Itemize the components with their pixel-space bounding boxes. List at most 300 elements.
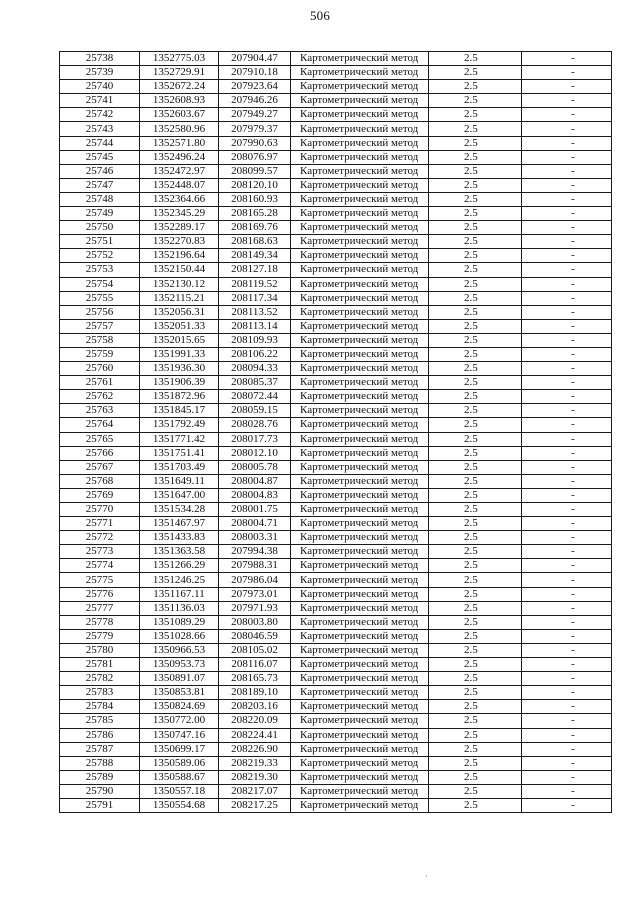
point-number-cell: 25769 [60,488,140,502]
point-number-cell: 25766 [60,446,140,460]
page-number: 506 [309,8,331,23]
y-coordinate-cell: 208226.90 [219,742,291,756]
point-number-cell: 25765 [60,432,140,446]
extra-cell: - [522,291,612,305]
accuracy-cell: 2.5 [429,446,522,460]
method-cell: Картометрический метод [291,503,429,517]
method-cell: Картометрический метод [291,728,429,742]
table-row [60,249,612,263]
table-row [60,192,612,206]
y-coordinate-cell: 207904.47 [219,52,291,66]
table-row [60,446,612,460]
extra-cell: - [522,432,612,446]
point-number-cell: 25764 [60,418,140,432]
point-number-cell: 25778 [60,615,140,629]
extra-cell: - [522,728,612,742]
y-coordinate-cell: 208119.52 [219,277,291,291]
method-cell: Картометрический метод [291,164,429,178]
x-coordinate-cell: 1351363.58 [140,545,219,559]
y-coordinate-cell: 208004.71 [219,517,291,531]
extra-cell: - [522,390,612,404]
y-coordinate-cell: 208149.34 [219,249,291,263]
point-number-cell: 25743 [60,122,140,136]
point-number-cell: 25760 [60,362,140,376]
accuracy-cell: 2.5 [429,418,522,432]
table-row [60,559,612,573]
table-row [60,531,612,545]
coordinates-table [59,51,612,813]
accuracy-cell: 2.5 [429,249,522,263]
accuracy-cell: 2.5 [429,643,522,657]
y-coordinate-cell: 208168.63 [219,235,291,249]
table-row [60,207,612,221]
method-cell: Картометрический метод [291,362,429,376]
x-coordinate-cell: 1352015.65 [140,333,219,347]
point-number-cell: 25768 [60,474,140,488]
y-coordinate-cell: 207946.26 [219,94,291,108]
y-coordinate-cell: 208004.83 [219,488,291,502]
y-coordinate-cell: 208189.10 [219,686,291,700]
table-row [60,150,612,164]
table-row [60,94,612,108]
x-coordinate-cell: 1351649.11 [140,474,219,488]
point-number-cell: 25791 [60,798,140,812]
point-number-cell: 25758 [60,333,140,347]
method-cell: Картометрический метод [291,192,429,206]
y-coordinate-cell: 207949.27 [219,108,291,122]
accuracy-cell: 2.5 [429,108,522,122]
extra-cell: - [522,770,612,784]
x-coordinate-cell: 1350747.16 [140,728,219,742]
y-coordinate-cell: 208113.14 [219,319,291,333]
point-number-cell: 25745 [60,150,140,164]
method-cell: Картометрический метод [291,686,429,700]
table-row [60,545,612,559]
extra-cell: - [522,207,612,221]
method-cell: Картометрический метод [291,94,429,108]
table-row [60,305,612,319]
point-number-cell: 25754 [60,277,140,291]
method-cell: Картометрический метод [291,376,429,390]
extra-cell: - [522,714,612,728]
point-number-cell: 25789 [60,770,140,784]
accuracy-cell: 2.5 [429,235,522,249]
extra-cell: - [522,94,612,108]
method-cell: Картометрический метод [291,66,429,80]
y-coordinate-cell: 207986.04 [219,573,291,587]
accuracy-cell: 2.5 [429,545,522,559]
method-cell: Картометрический метод [291,615,429,629]
table-row [60,333,612,347]
scan-dot-mark: · [425,872,428,881]
extra-cell: - [522,263,612,277]
extra-cell: - [522,488,612,502]
extra-cell: - [522,404,612,418]
accuracy-cell: 2.5 [429,517,522,531]
y-coordinate-cell: 207910.18 [219,66,291,80]
extra-cell: - [522,347,612,361]
y-coordinate-cell: 208219.30 [219,770,291,784]
table-row [60,784,612,798]
x-coordinate-cell: 1350824.69 [140,700,219,714]
table-row [60,108,612,122]
point-number-cell: 25762 [60,390,140,404]
table-row [60,418,612,432]
table-row [60,178,612,192]
method-cell: Картометрический метод [291,559,429,573]
y-coordinate-cell: 207990.63 [219,136,291,150]
point-number-cell: 25790 [60,784,140,798]
method-cell: Картометрический метод [291,52,429,66]
x-coordinate-cell: 1350772.00 [140,714,219,728]
method-cell: Картометрический метод [291,418,429,432]
point-number-cell: 25788 [60,756,140,770]
y-coordinate-cell: 208028.76 [219,418,291,432]
x-coordinate-cell: 1351872.96 [140,390,219,404]
x-coordinate-cell: 1352130.12 [140,277,219,291]
accuracy-cell: 2.5 [429,362,522,376]
method-cell: Картометрический метод [291,629,429,643]
x-coordinate-cell: 1351936.30 [140,362,219,376]
x-coordinate-cell: 1352571.80 [140,136,219,150]
extra-cell: - [522,672,612,686]
accuracy-cell: 2.5 [429,559,522,573]
point-number-cell: 25785 [60,714,140,728]
x-coordinate-cell: 1352270.83 [140,235,219,249]
x-coordinate-cell: 1352775.03 [140,52,219,66]
table-row [60,798,612,812]
accuracy-cell: 2.5 [429,629,522,643]
table-row [60,658,612,672]
x-coordinate-cell: 1350953.73 [140,658,219,672]
y-coordinate-cell: 208094.33 [219,362,291,376]
point-number-cell: 25781 [60,658,140,672]
extra-cell: - [522,277,612,291]
y-coordinate-cell: 208012.10 [219,446,291,460]
accuracy-cell: 2.5 [429,474,522,488]
x-coordinate-cell: 1350891.07 [140,672,219,686]
extra-cell: - [522,164,612,178]
method-cell: Картометрический метод [291,249,429,263]
y-coordinate-cell: 207994.38 [219,545,291,559]
table-row [60,517,612,531]
accuracy-cell: 2.5 [429,615,522,629]
y-coordinate-cell: 208165.73 [219,672,291,686]
method-cell: Картометрический метод [291,517,429,531]
accuracy-cell: 2.5 [429,122,522,136]
y-coordinate-cell: 208217.25 [219,798,291,812]
x-coordinate-cell: 1352580.96 [140,122,219,136]
accuracy-cell: 2.5 [429,756,522,770]
method-cell: Картометрический метод [291,221,429,235]
point-number-cell: 25774 [60,559,140,573]
method-cell: Картометрический метод [291,700,429,714]
point-number-cell: 25779 [60,629,140,643]
extra-cell: - [522,150,612,164]
x-coordinate-cell: 1352115.21 [140,291,219,305]
accuracy-cell: 2.5 [429,700,522,714]
extra-cell: - [522,742,612,756]
accuracy-cell: 2.5 [429,488,522,502]
table-row [60,136,612,150]
point-number-cell: 25780 [60,643,140,657]
accuracy-cell: 2.5 [429,770,522,784]
extra-cell: - [522,643,612,657]
table-row [60,52,612,66]
method-cell: Картометрический метод [291,263,429,277]
method-cell: Картометрический метод [291,714,429,728]
y-coordinate-cell: 208203.16 [219,700,291,714]
x-coordinate-cell: 1351534.28 [140,503,219,517]
extra-cell: - [522,376,612,390]
table-row [60,390,612,404]
method-cell: Картометрический метод [291,643,429,657]
method-cell: Картометрический метод [291,277,429,291]
table-row [60,686,612,700]
point-number-cell: 25744 [60,136,140,150]
extra-cell: - [522,192,612,206]
extra-cell: - [522,319,612,333]
x-coordinate-cell: 1350966.53 [140,643,219,657]
y-coordinate-cell: 208105.02 [219,643,291,657]
y-coordinate-cell: 208003.80 [219,615,291,629]
extra-cell: - [522,221,612,235]
accuracy-cell: 2.5 [429,150,522,164]
x-coordinate-cell: 1351246.25 [140,573,219,587]
y-coordinate-cell: 208120.10 [219,178,291,192]
accuracy-cell: 2.5 [429,573,522,587]
point-number-cell: 25748 [60,192,140,206]
extra-cell: - [522,235,612,249]
x-coordinate-cell: 1352051.33 [140,319,219,333]
extra-cell: - [522,178,612,192]
table-row [60,573,612,587]
point-number-cell: 25773 [60,545,140,559]
method-cell: Картометрический метод [291,601,429,615]
method-cell: Картометрический метод [291,432,429,446]
method-cell: Картометрический метод [291,136,429,150]
table-row [60,432,612,446]
y-coordinate-cell: 208001.75 [219,503,291,517]
y-coordinate-cell: 208046.59 [219,629,291,643]
point-number-cell: 25752 [60,249,140,263]
x-coordinate-cell: 1352603.67 [140,108,219,122]
extra-cell: - [522,601,612,615]
point-number-cell: 25777 [60,601,140,615]
x-coordinate-cell: 1352608.93 [140,94,219,108]
extra-cell: - [522,545,612,559]
y-coordinate-cell: 208076.97 [219,150,291,164]
y-coordinate-cell: 208085.37 [219,376,291,390]
x-coordinate-cell: 1352672.24 [140,80,219,94]
extra-cell: - [522,756,612,770]
extra-cell: - [522,615,612,629]
accuracy-cell: 2.5 [429,207,522,221]
x-coordinate-cell: 1351136.03 [140,601,219,615]
point-number-cell: 25757 [60,319,140,333]
y-coordinate-cell: 208160.93 [219,192,291,206]
accuracy-cell: 2.5 [429,672,522,686]
point-number-cell: 25782 [60,672,140,686]
method-cell: Картометрический метод [291,150,429,164]
x-coordinate-cell: 1352472.97 [140,164,219,178]
y-coordinate-cell: 208116.07 [219,658,291,672]
extra-cell: - [522,658,612,672]
table-row [60,756,612,770]
table-row [60,601,612,615]
y-coordinate-cell: 208003.31 [219,531,291,545]
x-coordinate-cell: 1352150.44 [140,263,219,277]
y-coordinate-cell: 208127.18 [219,263,291,277]
point-number-cell: 25742 [60,108,140,122]
method-cell: Картометрический метод [291,770,429,784]
accuracy-cell: 2.5 [429,503,522,517]
x-coordinate-cell: 1350554.68 [140,798,219,812]
extra-cell: - [522,503,612,517]
accuracy-cell: 2.5 [429,728,522,742]
x-coordinate-cell: 1350853.81 [140,686,219,700]
method-cell: Картометрический метод [291,80,429,94]
table-row [60,164,612,178]
extra-cell: - [522,66,612,80]
x-coordinate-cell: 1352448.07 [140,178,219,192]
extra-cell: - [522,531,612,545]
point-number-cell: 25770 [60,503,140,517]
y-coordinate-cell: 208169.76 [219,221,291,235]
point-number-cell: 25776 [60,587,140,601]
table-row [60,672,612,686]
x-coordinate-cell: 1351703.49 [140,460,219,474]
x-coordinate-cell: 1352196.64 [140,249,219,263]
accuracy-cell: 2.5 [429,291,522,305]
extra-cell: - [522,108,612,122]
accuracy-cell: 2.5 [429,136,522,150]
table-row [60,277,612,291]
accuracy-cell: 2.5 [429,333,522,347]
method-cell: Картометрический метод [291,658,429,672]
table-row [60,263,612,277]
accuracy-cell: 2.5 [429,686,522,700]
x-coordinate-cell: 1352364.66 [140,192,219,206]
accuracy-cell: 2.5 [429,531,522,545]
point-number-cell: 25763 [60,404,140,418]
x-coordinate-cell: 1350589.06 [140,756,219,770]
method-cell: Картометрический метод [291,207,429,221]
accuracy-cell: 2.5 [429,52,522,66]
y-coordinate-cell: 207971.93 [219,601,291,615]
x-coordinate-cell: 1352289.17 [140,221,219,235]
x-coordinate-cell: 1351089.29 [140,615,219,629]
table-row [60,66,612,80]
point-number-cell: 25786 [60,728,140,742]
x-coordinate-cell: 1351167.11 [140,587,219,601]
extra-cell: - [522,52,612,66]
method-cell: Картометрический метод [291,531,429,545]
x-coordinate-cell: 1351991.33 [140,347,219,361]
extra-cell: - [522,460,612,474]
table-row [60,460,612,474]
method-cell: Картометрический метод [291,178,429,192]
extra-cell: - [522,686,612,700]
accuracy-cell: 2.5 [429,94,522,108]
extra-cell: - [522,474,612,488]
extra-cell: - [522,136,612,150]
accuracy-cell: 2.5 [429,601,522,615]
x-coordinate-cell: 1351751.41 [140,446,219,460]
table-row [60,587,612,601]
method-cell: Картометрический метод [291,587,429,601]
accuracy-cell: 2.5 [429,192,522,206]
table-row [60,235,612,249]
method-cell: Картометрический метод [291,404,429,418]
table-row [60,319,612,333]
point-number-cell: 25787 [60,742,140,756]
point-number-cell: 25767 [60,460,140,474]
method-cell: Картометрический метод [291,333,429,347]
method-cell: Картометрический метод [291,446,429,460]
accuracy-cell: 2.5 [429,742,522,756]
point-number-cell: 25784 [60,700,140,714]
point-number-cell: 25771 [60,517,140,531]
y-coordinate-cell: 208165.28 [219,207,291,221]
method-cell: Картометрический метод [291,573,429,587]
method-cell: Картометрический метод [291,474,429,488]
extra-cell: - [522,629,612,643]
accuracy-cell: 2.5 [429,164,522,178]
table-row [60,728,612,742]
method-cell: Картометрический метод [291,108,429,122]
table-row [60,488,612,502]
accuracy-cell: 2.5 [429,784,522,798]
y-coordinate-cell: 207973.01 [219,587,291,601]
extra-cell: - [522,362,612,376]
y-coordinate-cell: 207988.31 [219,559,291,573]
x-coordinate-cell: 1351647.00 [140,488,219,502]
table-row [60,474,612,488]
table-row [60,770,612,784]
method-cell: Картометрический метод [291,319,429,333]
accuracy-cell: 2.5 [429,432,522,446]
y-coordinate-cell: 208106.22 [219,347,291,361]
table-row [60,122,612,136]
point-number-cell: 25749 [60,207,140,221]
table-row [60,347,612,361]
y-coordinate-cell: 208059.15 [219,404,291,418]
x-coordinate-cell: 1350699.17 [140,742,219,756]
y-coordinate-cell: 208004.87 [219,474,291,488]
accuracy-cell: 2.5 [429,376,522,390]
method-cell: Картометрический метод [291,488,429,502]
y-coordinate-cell: 208005.78 [219,460,291,474]
extra-cell: - [522,122,612,136]
extra-cell: - [522,305,612,319]
extra-cell: - [522,333,612,347]
method-cell: Картометрический метод [291,122,429,136]
point-number-cell: 25739 [60,66,140,80]
method-cell: Картометрический метод [291,742,429,756]
table-row [60,376,612,390]
y-coordinate-cell: 208219.33 [219,756,291,770]
extra-cell: - [522,700,612,714]
extra-cell: - [522,573,612,587]
method-cell: Картометрический метод [291,390,429,404]
y-coordinate-cell: 208224.41 [219,728,291,742]
point-number-cell: 25772 [60,531,140,545]
point-number-cell: 25740 [60,80,140,94]
table-row [60,362,612,376]
method-cell: Картометрический метод [291,784,429,798]
x-coordinate-cell: 1350588.67 [140,770,219,784]
